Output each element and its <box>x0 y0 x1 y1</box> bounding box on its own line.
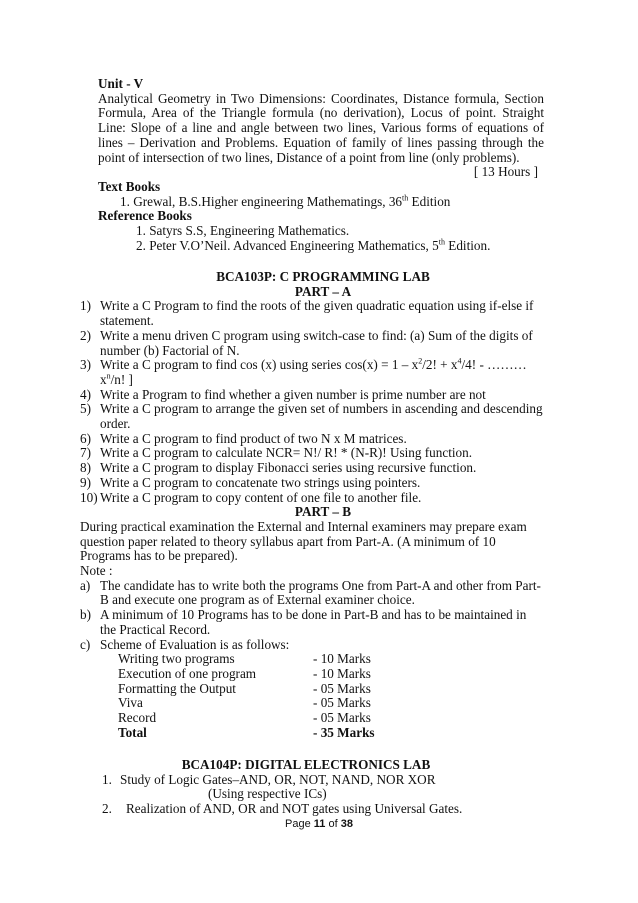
part-b-text: During practical examination the External and Internal examiners may prepare exam question paper related to theory syllabus apart from Part-A. (A minimum of 10 Programs has to be prepared). <box>80 518 527 564</box>
evaluation-marks: - 05 Marks <box>313 680 371 696</box>
c-programming-lab-section <box>80 270 544 741</box>
program-list-item: 3) Write a C program to find cos (x) using series $\cos(x) = 1 - x^2/2$! + $x^4/4$! - $\dots\dots\dots x^n/n$! ] <box>80 356 527 387</box>
text-book-item: 1. Grewal, B.S.Higher engineering Mathematings, 36th Edition <box>120 193 451 209</box>
digital-electronics-lab-section <box>98 758 544 817</box>
unit-5-section <box>98 77 544 253</box>
unit-hours: [ 13 Hours ] <box>473 164 538 180</box>
lab-item: 1. Study of Logic Gates–AND, OR, NOT, NAND, NOR XOR <box>102 771 436 787</box>
text-books-heading: Text Books <box>98 178 161 194</box>
part-b-heading: PART – B <box>294 504 352 520</box>
program-list-item: 6) Write a C program to find product of two N x M matrices. <box>80 430 407 446</box>
program-list-item: 7) Write a C program to calculate NCR= N!/ R! * (N-R)! Using function. <box>80 445 473 461</box>
part-a-heading: PART – A <box>294 283 352 299</box>
unit-body: Analytical Geometry in Two Dimensions: Coordinates, Distance formula, Section Formula, Area of the Triangle formula (no derivation), Locus of point. Straight Line: Slope of a line and angle between two lines, Various forms of equations of lines – Derivation and Problems. Equation of family of lines passing through the point of intersection of two lines, Distance of a point from line (only problems). <box>98 90 544 165</box>
current-page-number: 11 <box>313 818 326 830</box>
evaluation-label: Formatting the Output <box>118 680 236 696</box>
program-list-item: 2) Write a menu driven C program using switch-case to find: (a) Sum of the digits of number (b) Factorial of N. <box>80 327 533 358</box>
program-list-item: 9) Write a C program to concatenate two strings using pointers. <box>80 474 421 490</box>
reference-books-heading: Reference Books <box>98 208 192 224</box>
evaluation-label: Writing two programs <box>118 651 235 667</box>
evaluation-marks: - 10 Marks <box>313 651 371 667</box>
evaluation-marks: - 10 Marks <box>313 665 371 681</box>
reference-book-item: 1. Satyrs S.S, Engineering Mathematics. <box>136 223 350 239</box>
lab-title: BCA103P: C PROGRAMMING LAB <box>216 269 430 284</box>
evaluation-marks: - 05 Marks <box>313 710 371 726</box>
note-label: Note : <box>80 563 113 579</box>
unit-heading: Unit - V <box>98 76 144 91</box>
reference-book-item: 2. Peter V.O’Neil. Advanced Engineering Mathematics, 5th Edition. <box>136 237 491 253</box>
lab-item: 2. Realization of AND, OR and NOT gates using Universal Gates. <box>102 801 463 817</box>
evaluation-marks: - 05 Marks <box>313 695 371 711</box>
program-list-item: 5) Write a C program to arrange the given set of numbers in ascending and descending order. <box>80 401 543 432</box>
program-list-item: 8) Write a C program to display Fibonacci series using recursive function. <box>80 460 477 476</box>
total-page-number: 38 <box>340 818 353 830</box>
note-item: c) Scheme of Evaluation is as follows: <box>80 636 290 652</box>
note-item: a) The candidate has to write both the programs One from Part-A and other from Part-B and execute one program as of External examiner choice. <box>80 577 541 608</box>
page-footer: Page 11 of 38 <box>285 818 353 830</box>
program-list-item: 1) Write a C Program to find the roots of the given quadratic equation using if-else if statement. <box>80 298 534 329</box>
evaluation-total-marks: - 35 Marks <box>313 724 375 740</box>
program-list-item: 4) Write a Program to find whether a given number is prime number are not <box>80 386 486 402</box>
lab-title: BCA104P: DIGITAL ELECTRONICS LAB <box>181 757 431 772</box>
evaluation-total-label: Total <box>118 724 147 740</box>
evaluation-scheme <box>118 652 544 740</box>
evaluation-label: Execution of one program <box>118 665 257 681</box>
note-item: b) A minimum of 10 Programs has to be done in Part-B and has to be maintained in the Practical Record. <box>80 607 527 637</box>
evaluation-label: Record <box>118 710 157 726</box>
evaluation-label: Viva <box>118 695 143 711</box>
program-list-item: 10) Write a C program to copy content of one file to another file. <box>80 489 422 505</box>
lab-item-subtext: (Using respective ICs) <box>208 786 327 802</box>
